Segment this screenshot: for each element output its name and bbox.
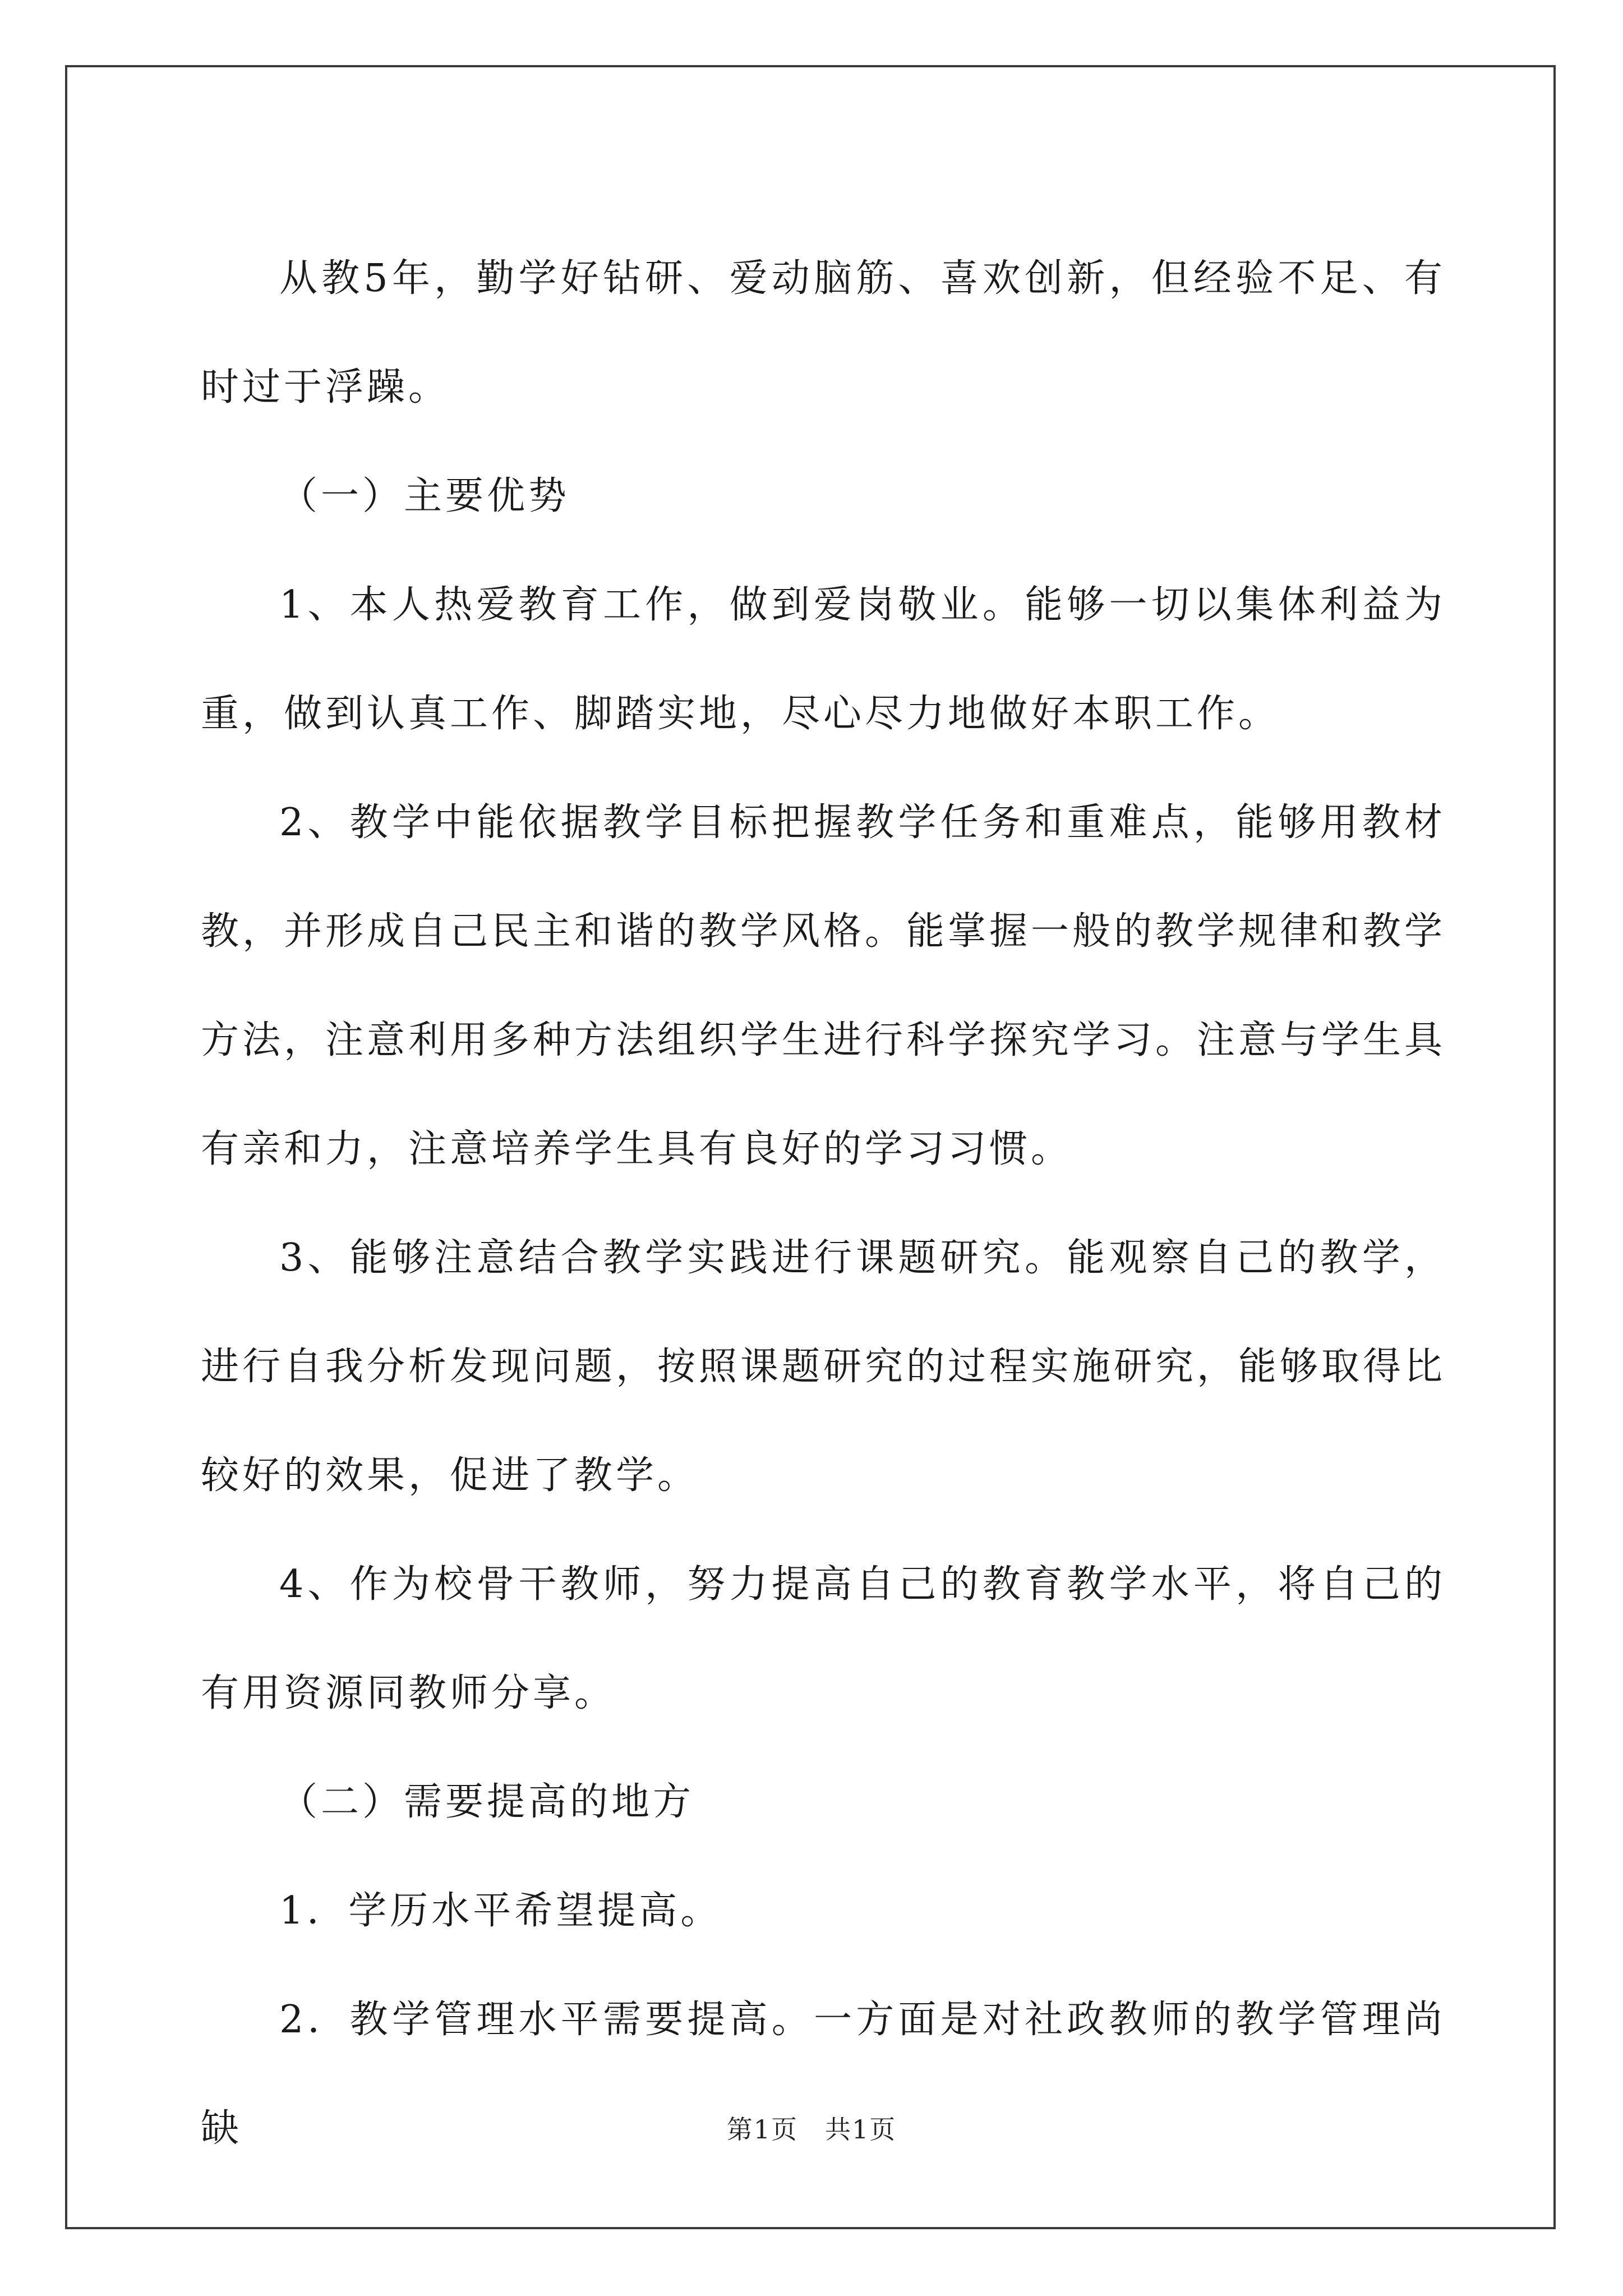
document-body xyxy=(201,224,1446,2183)
section-heading-improvements: （二）需要提高的地方 xyxy=(279,1780,695,1824)
section-heading-advantages: （一）主要优势 xyxy=(279,474,570,518)
paragraph-improvement-1: 1．学历水平希望提高。 xyxy=(279,1889,722,1933)
paragraph-advantage-4: 4、作为校骨干教师，努力提高自己的教育教学水平，将自己的有用资源同教师分享。 xyxy=(201,1562,1446,1715)
paragraph-advantage-2: 2、教学中能依据教学目标把握教学任务和重难点，能够用教材教，并形成自己民主和谐的教学风格。能掌握一般的教学规律和教学方法，注意利用多种方法组织学生进行科学探究学习。注意与学生具有亲和力，注意培养学生具有良好的学习习惯。 xyxy=(201,800,1446,1171)
paragraph-improvement-2: 2．教学管理水平需要提高。一方面是对社政教师的教学管理尚缺 xyxy=(201,1998,1446,2151)
paragraph-advantage-1: 1、本人热爱教育工作，做到爱岗敬业。能够一切以集体利益为重，做到认真工作、脚踏实地，尽心尽力地做好本职工作。 xyxy=(201,583,1446,736)
page-footer: 第1页 共1页 xyxy=(726,2114,897,2145)
paragraph-advantage-3: 3、能够注意结合教学实践进行课题研究。能观察自己的教学，进行自我分析发现问题，按照课题研究的过程实施研究，能够取得比较好的效果，促进了教学。 xyxy=(201,1236,1446,1498)
paragraph-intro: 从教5年，勤学好钻研、爱动脑筋、喜欢创新，但经验不足、有时过于浮躁。 xyxy=(201,256,1446,409)
